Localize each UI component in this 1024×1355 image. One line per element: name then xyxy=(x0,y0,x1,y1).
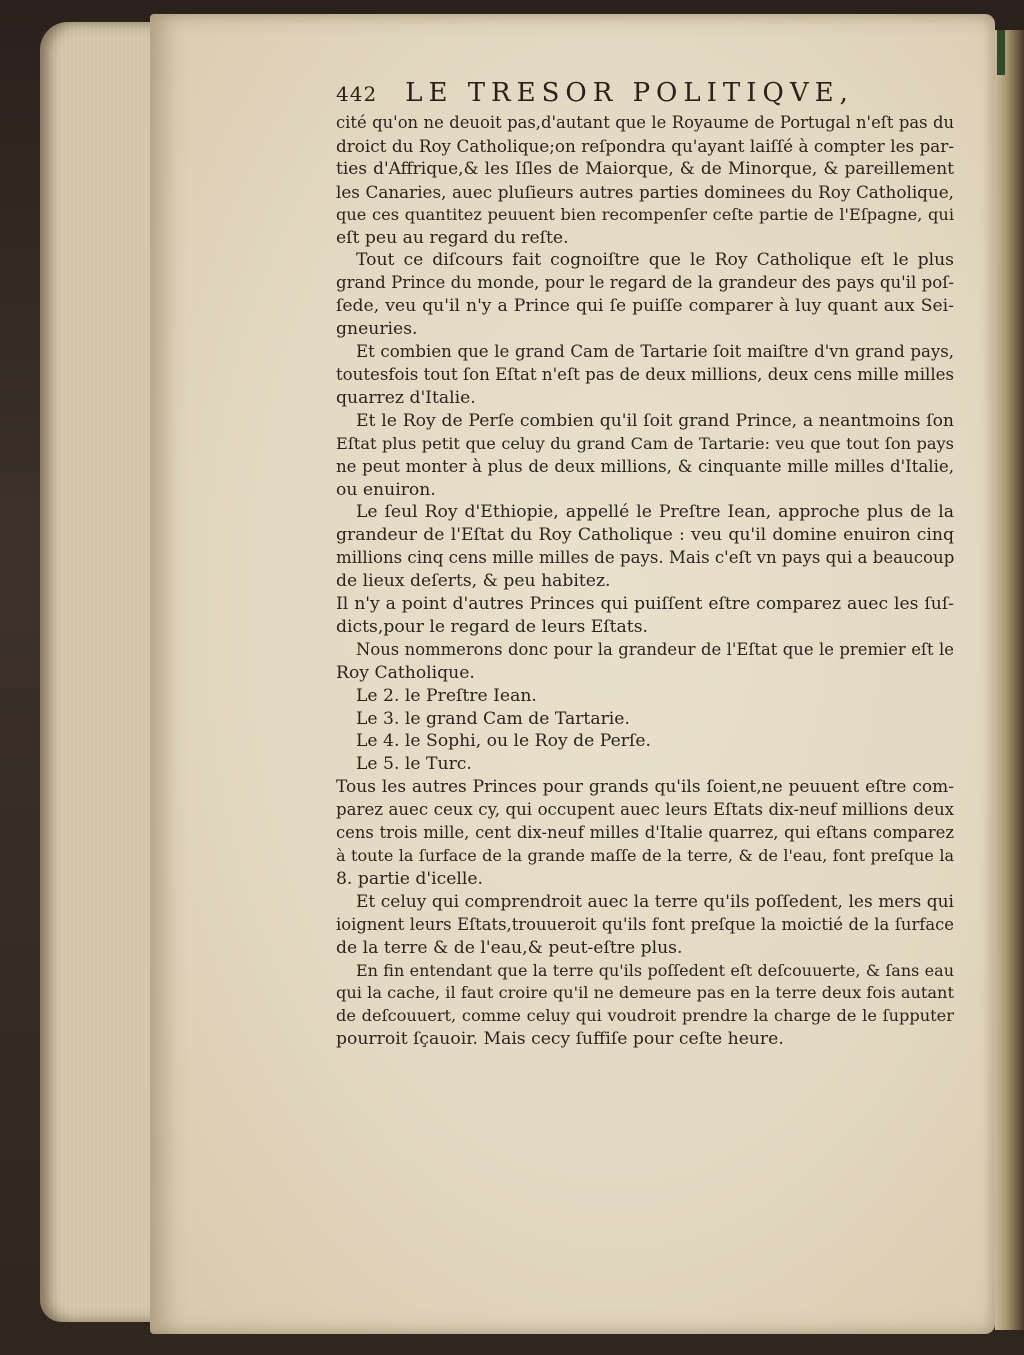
text-line: quarrez d'Italie. xyxy=(336,387,476,408)
text-line: Et celuy qui comprendroit auec la terre qu'ils poſſedent, les mers qui xyxy=(356,891,954,912)
text-line: parez auec ceux cy, qui occupent auec leurs Eſtats dix-neuf millions deux xyxy=(336,800,954,820)
running-head xyxy=(336,78,956,112)
text-line: Le 5. le Turc. xyxy=(356,754,472,775)
page-number: 442 xyxy=(336,82,378,106)
text-line: Le ſeul Roy d'Ethiopie, appellé le Preſtre Iean, approche plus de la xyxy=(356,502,954,523)
text-line: pourroit ſçauoir. Mais cecy ſuffiſe pour ceſte heure. xyxy=(336,1029,784,1050)
text-line: qui la cache, il faut croire qu'il ne demeure pas en la terre deux fois autant xyxy=(336,983,954,1003)
text-line: que ces quantitez peuuent bien recompenſer ceſte partie de l'Eſpagne, qui xyxy=(336,204,954,224)
text-line: Eſtat plus petit que celuy du grand Cam de Tartarie: veu que tout ſon pays xyxy=(336,433,954,453)
text-line: Et combien que le grand Cam de Tartarie ſoit maiſtre d'vn grand pays, xyxy=(356,342,954,362)
text-line: 8. partie d'icelle. xyxy=(336,868,484,889)
text-line: dicts,pour le regard de leurs Eſtats. xyxy=(336,616,648,637)
text-line: Et le Roy de Perſe combien qu'il ſoit grand Prince, a neantmoins ſon xyxy=(356,410,954,431)
text-line: ties d'Affrique,& les Iſles de Maiorque, & de Minorque, & pareillement xyxy=(336,158,954,179)
text-line: grandeur de l'Eſtat du Roy Catholique : veu qu'il domine enuiron cinq xyxy=(336,525,954,546)
text-line: ou enuiron. xyxy=(336,479,436,500)
running-title: LE TRESOR POLITIQVE, xyxy=(405,78,854,108)
text-line: eſt peu au regard du reſte. xyxy=(336,227,569,248)
text-line: ne peut monter à plus de deux millions, & cinquante mille milles d'Italie, xyxy=(336,456,954,476)
text-line: Tous les autres Princes pour grands qu'ils ſoient,ne peuuent eſtre com- xyxy=(336,777,954,798)
text-line: Nous nommerons donc pour la grandeur de l'Eſtat que le premier eſt le xyxy=(356,639,954,659)
text-line: de lieux deſerts, & peu habitez. xyxy=(336,571,611,592)
text-line: droict du Roy Catholique;on reſpondra qu'ayant laiſſé à compter les par- xyxy=(336,135,954,156)
text-line: Le 2. le Preſtre Iean. xyxy=(356,685,537,706)
text-line: Tout ce diſcours fait cognoiſtre que le Roy Catholique eſt le plus xyxy=(356,250,954,271)
text-line: Le 3. le grand Cam de Tartarie. xyxy=(356,708,630,729)
text-line: de deſcouuert, comme celuy qui voudroit prendre la charge de le ſupputer xyxy=(336,1006,954,1026)
text-line: les Canaries, auec pluſieurs autres parties dominees du Roy Catholique, xyxy=(336,181,954,202)
text-line: cité qu'on ne deuoit pas,d'autant que le Royaume de Portugal n'eſt pas du xyxy=(336,113,954,132)
text-line: gneuries. xyxy=(336,319,418,340)
text-line: de la terre & de l'eau,& peut-eſtre plus. xyxy=(336,937,683,958)
text-line: millions cinq cens mille milles de pays. Mais c'eſt vn pays qui a beaucoup xyxy=(336,548,955,568)
body-text xyxy=(336,112,954,1051)
ribbon-bookmark xyxy=(997,30,1005,75)
text-line: En fin entendant que la terre qu'ils poſſedent eſt deſcouuerte, & ſans eau xyxy=(356,960,954,980)
text-line: à toute la ſurface de la grande maſſe de la terre, & de l'eau, font preſque la xyxy=(336,846,954,865)
text-line: ſede, veu qu'il n'y a Prince qui ſe puiſſe comparer à luy quant aux Sei- xyxy=(336,296,954,317)
text-line: cens trois mille, cent dix-neuf milles d'Italie quarrez, qui eſtans comparez xyxy=(336,823,954,843)
text-line: ioignent leurs Eſtats,trouueroit qu'ils font preſque la moictié de la ſurface xyxy=(336,914,954,934)
text-line: Le 4. le Sophi, ou le Roy de Perſe. xyxy=(356,731,651,752)
text-line: Roy Catholique. xyxy=(336,662,475,683)
text-line: Il n'y a point d'autres Princes qui puiſſent eſtre comparez auec les ſuſ- xyxy=(336,594,954,615)
text-line: grand Prince du monde, pour le regard de la grandeur des pays qu'il poſ- xyxy=(336,273,954,293)
facing-page-edge xyxy=(995,30,1024,1330)
text-line: toutesfois tout ſon Eſtat n'eſt pas de deux millions, deux cens mille milles xyxy=(336,364,954,384)
